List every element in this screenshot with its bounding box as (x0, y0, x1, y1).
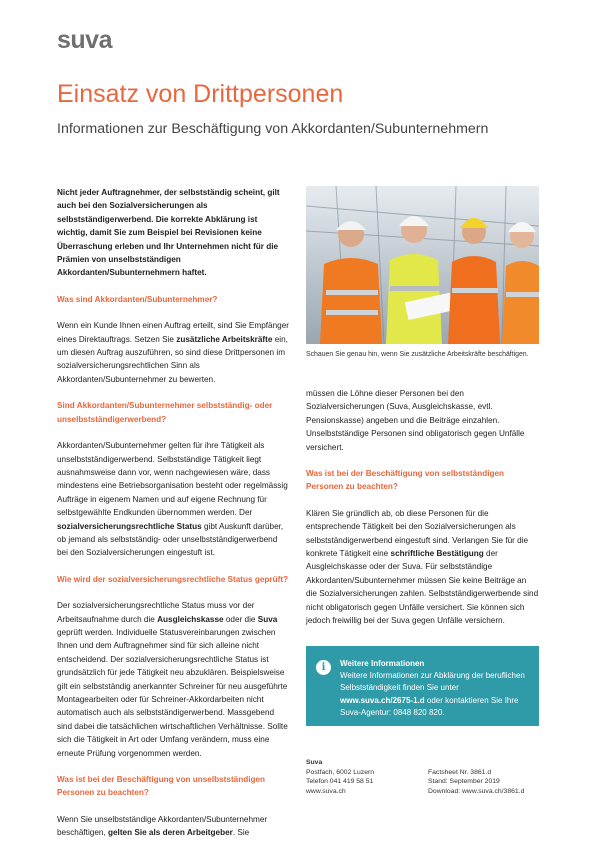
section-heading-status: Sind Akkordanten/Subunternehmer selbstständig- oder unselbstständigerwerbend? (57, 401, 273, 424)
workers-photo (306, 186, 539, 344)
footer-stand: Stand: September 2019 (428, 778, 500, 786)
footer-address (306, 758, 416, 796)
footer-phone: Telefon 041 419 58 51 (306, 778, 374, 786)
footer-factsheet: Factsheet Nr. 3861.d (428, 768, 492, 776)
photo-caption: Schauen Sie genau hin, wenn Sie zusätzliche Arbeitskräfte beschäftigen. (306, 351, 529, 358)
footer-meta (428, 758, 540, 796)
section-text-status: Akkordanten/Subunternehmer gelten für ihre Tätigkeit als unselbstständigerwerbend. Selbstständige Tätigkeit liegt ausnahmsweise dann vor, wenn nachgewiesen wäre, dass mindestens eine Betriebsorganisation besteht oder regelmässig Aufträge in eigenem Namen und auf eigene Rechnung für selbstgewählte Endkunden übernommen werden. Der sozialversicherungsrechtliche Status gibt Auskunft darüber, ob jemand als selbstständig- oder unselbstständigerwerbend bei den Sozialversicherungen eingestuft ist. (57, 441, 288, 558)
info-text: Weitere Informationen Weitere Informationen zur Abklärung der beruflichen Selbstständigkeit finden Sie unter www.suva.ch/2675-1.d oder kontaktieren Sie Ihre Suva-Agentur: 0848 820 820. (340, 659, 525, 717)
info-heading: Weitere Informationen (340, 659, 425, 668)
section-heading-akkordanten: Was sind Akkordanten/Subunternehmer? (57, 294, 218, 304)
footer-download-link[interactable]: Download: www.suva.ch/3861.d (428, 787, 525, 795)
intro-paragraph: Nicht jeder Auftragnehmer, der selbstständig scheint, gilt auch bei den Sozialversicherungen als selbstständigerwerbend. Die korrekte Abklärung ist wichtig, damit Sie zum Beispiel bei Revisionen keine Überraschung erleben und Ihr Unternehmen nicht für die Prämien von unselbstständigen Akkordanten/Subunternehmern haftet. (57, 188, 280, 278)
footer-web-link[interactable]: www.suva.ch (306, 787, 346, 795)
section-text-pruefung: Der sozialversicherungsrechtliche Status muss vor der Arbeitsaufnahme durch die Ausgleichskasse oder die Suva geprüft werden. Individuelle Statusvereinbarungen zwischen Ihnen und dem Auftragnehmer sind für sich alleine nicht entscheidend. Der sozialversicherungsrechtliche Status ist grundsätzlich für jede Tätigkeit neu abzuklären. Beispielsweise gilt ein selbstständig anerkannter Schreiner für neu ausgeführte Montagearbeiten oder für Schreiner-Akkordarbeiten nicht automatisch auch als selbstständigerwerbend. Massgebend sind dabei die tatsächlichen wirtschaftlichen Verhältnisse. Sollte sich die Tätigkeit in Art oder Umfang verändern, muss eine erneute Prüfung vorgenommen werden. (57, 601, 288, 758)
construction-workers-illustration (306, 186, 539, 344)
section-text-akkordanten: Wenn ein Kunde Ihnen einen Auftrag erteilt, sind Sie Empfänger eines Direktauftrags. Setzen Sie zusätzliche Arbeitskräfte ein, um diesen Auftrag auszuführen, so sind diese Drittpersonen im sozialversicherungsrechtlichen Sinn als Akkordanten/Subunternehmer zu bewerten. (57, 321, 289, 384)
section-text-unselbststaendige-continued: müssen die Löhne dieser Personen bei den Sozialversicherungen (Suva, Ausgleichskasse, evtl. Pensionskasse) angeben und die Beiträge einzahlen. Unselbstständige Personen sind obligatorisch gegen Unfälle versichert. (306, 389, 525, 452)
footer-org: Suva (306, 759, 323, 766)
section-heading-selbststaendige: Was ist bei der Beschäftigung von selbstständigen Personen zu beachten? (306, 469, 505, 492)
info-box (306, 646, 539, 726)
section-text-selbststaendige: Klären Sie gründlich ab, ob diese Personen für die entsprechende Tätigkeit bei den Sozialversicherungen als selbstständigerwerbend eingestuft sind. Verlangen Sie für die konkrete Tätigkeit eine schriftliche Bestätigung der Ausgleichskasse oder der Suva. Für selbstständige Akkordanten/Subunternehmer müssen Sie keine Beiträge an die Sozialversicherungen zahlen. Selbstständigerwerbende sind nicht obligatorisch gegen Unfälle versichert. Sie können sich jedoch freiwillig bei der Suva gegen Unfälle versichern. (306, 508, 539, 626)
section-heading-pruefung: Wie wird der sozialversicherungsrechtliche Status geprüft? (57, 574, 289, 584)
suva-logo: suva (57, 26, 112, 54)
info-icon: i (316, 660, 331, 675)
section-text-unselbststaendige: Wenn Sie unselbstständige Akkordanten/Subunternehmer beschäftigen, gelten Sie als deren Arbeitgeber. Sie (57, 814, 268, 838)
info-link[interactable]: www.suva.ch/2675-1.d (340, 695, 425, 705)
page-subtitle: Informationen zur Beschäftigung von Akkordanten/Subunternehmern (57, 121, 489, 137)
right-column (306, 387, 539, 641)
footer-postfach: Postfach, 6002 Luzern (306, 768, 375, 776)
page-title: Einsatz von Drittpersonen (57, 80, 344, 108)
left-column (57, 186, 289, 853)
section-heading-unselbststaendige: Was ist bei der Beschäftigung von unselbstständigen Personen zu beachten? (57, 775, 266, 798)
